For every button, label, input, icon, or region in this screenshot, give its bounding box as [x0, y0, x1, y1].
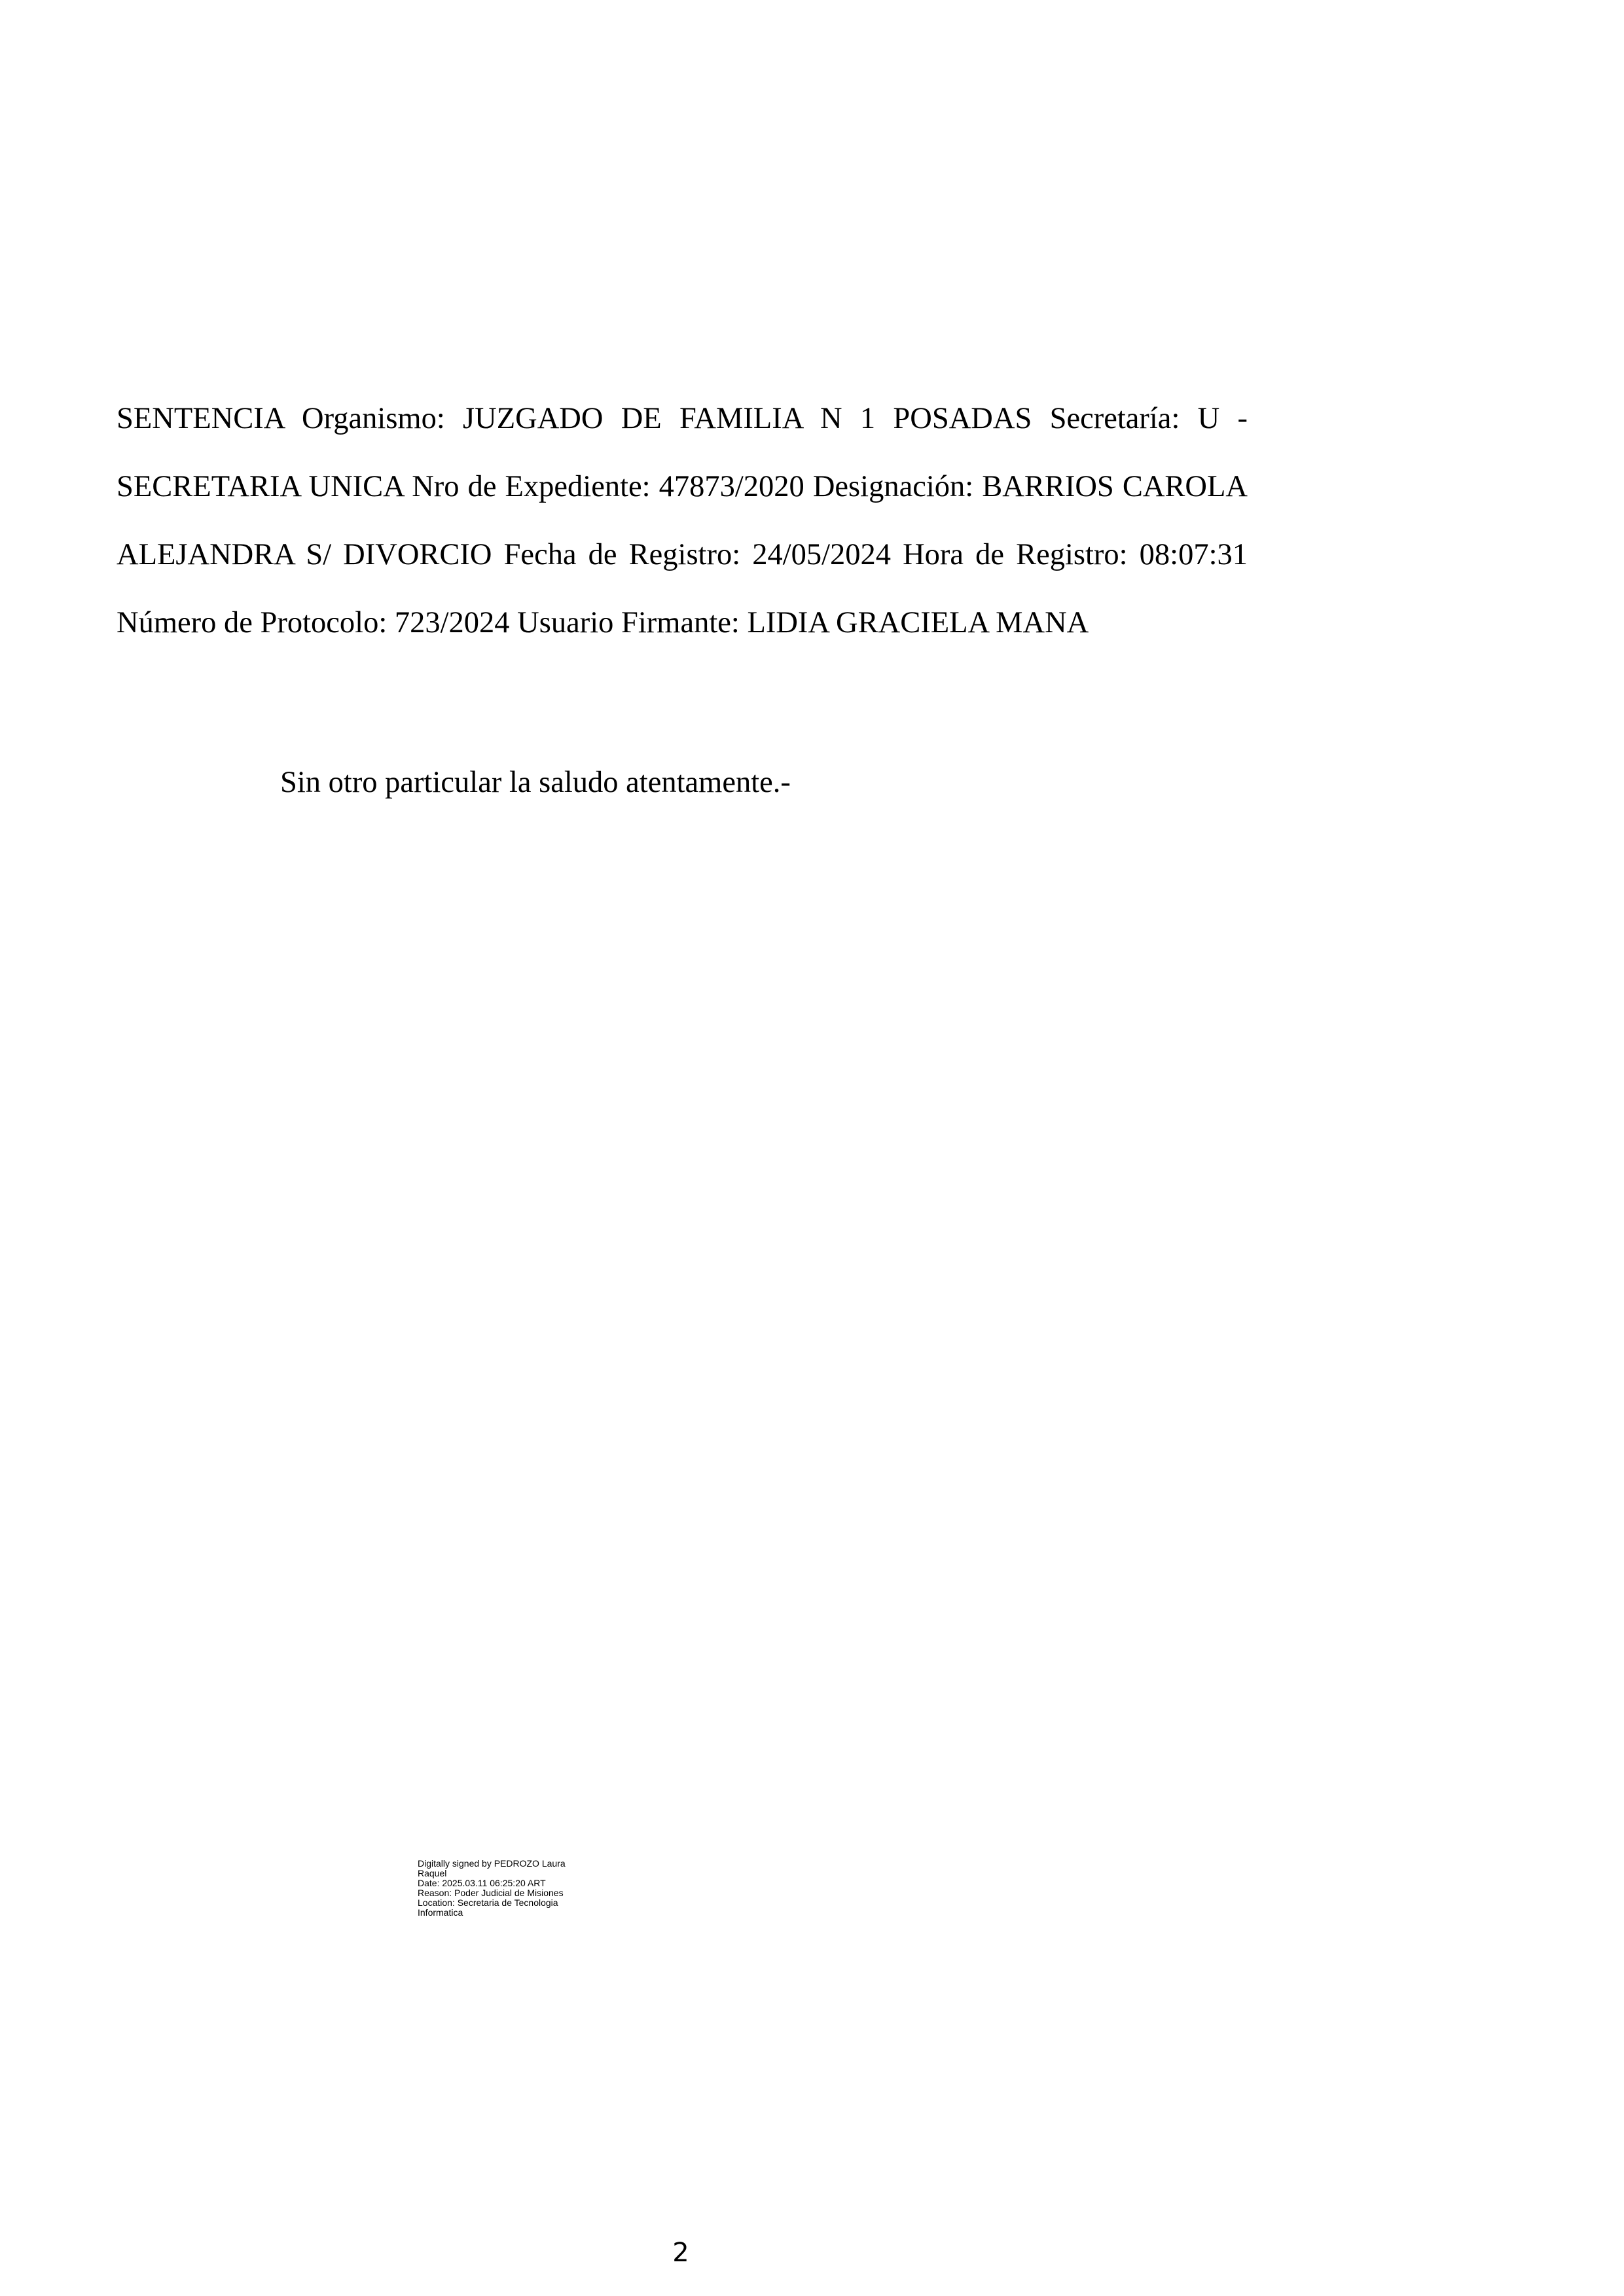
- sentence-record-paragraph: SENTENCIA Organismo: JUZGADO DE FAMILIA N 1 POSADAS Secretaría: U - SECRETARIA UNICA Nro de Expediente: 47873/2020 Designación: BARRIOS CAROLA ALEJANDRA S/ DIVORCIO Fecha de Registro: 24/05/2024 Hora de Registro: 08:07:31 Número de Protocolo: 723/2024 Usuario Firmante: LIDIA GRACIELA MANA: [117, 402, 1248, 639]
- signature-reason: Reason: Poder Judicial de Misiones: [418, 1888, 564, 1898]
- signature-location-cont: Informatica: [418, 1907, 463, 1918]
- signature-signer-name-cont: Raquel: [418, 1868, 447, 1878]
- page-number: 2: [672, 2238, 689, 2268]
- signature-signed-by: Digitally signed by PEDROZO Laura: [418, 1858, 566, 1869]
- closing-line: Sin otro particular la saludo atentamente.-: [280, 766, 791, 799]
- signature-location: Location: Secretaria de Tecnologia: [418, 1897, 558, 1908]
- signature-date: Date: 2025.03.11 06:25:20 ART: [418, 1878, 546, 1888]
- digital-signature-block: [418, 1859, 627, 1918]
